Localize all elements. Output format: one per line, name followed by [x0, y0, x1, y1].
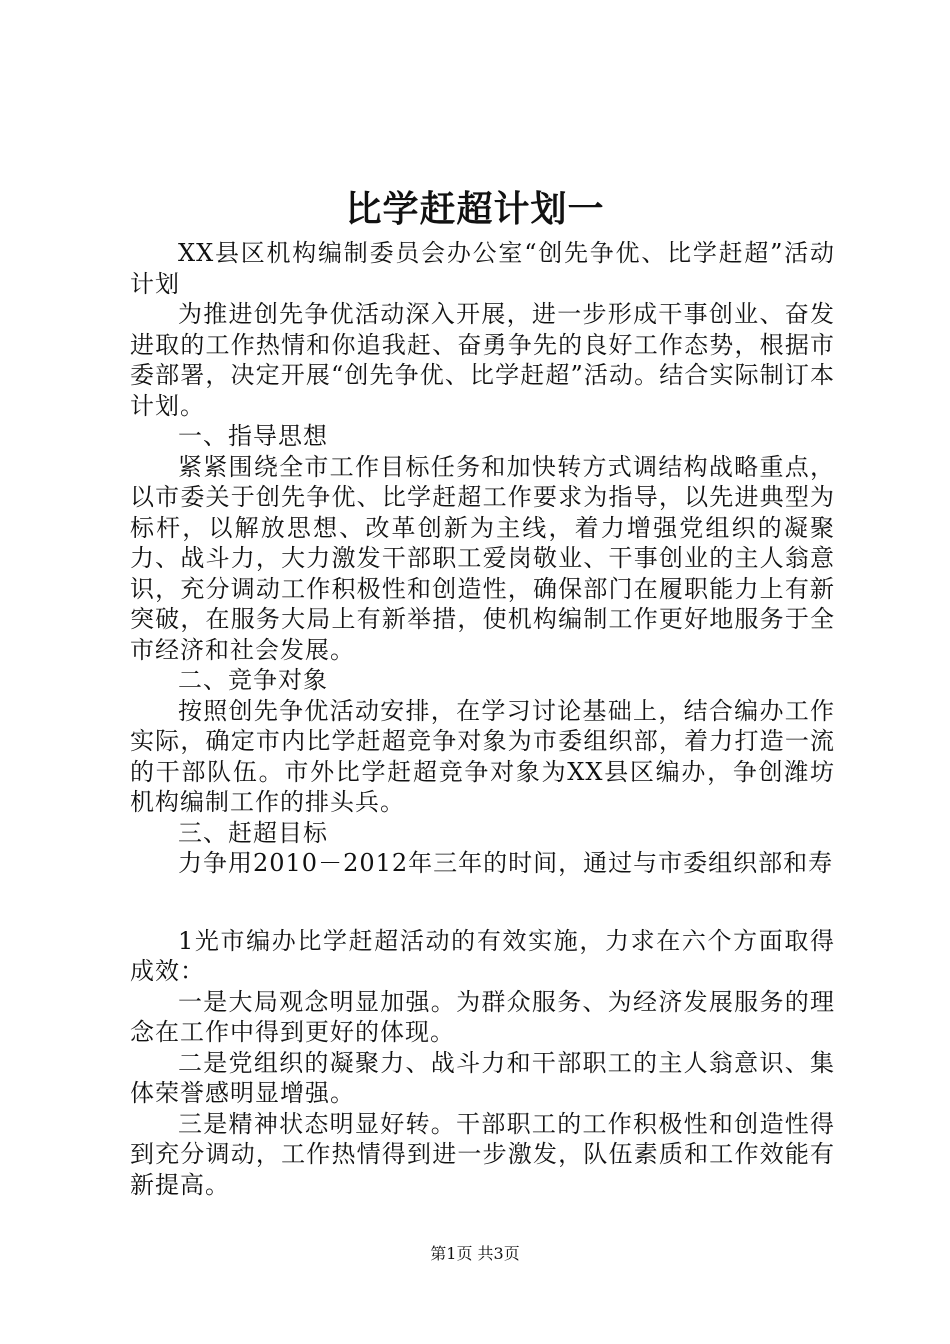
section-heading-2: 二、竞争对象 [178, 666, 328, 694]
document-title: 比学赶超计划一 [345, 188, 605, 230]
section-heading-3: 三、赶超目标 [178, 818, 328, 847]
paragraph-heading-line: XX县区机构编制委员会办公室“创先争优、比学赶超”活动计划 [130, 239, 835, 298]
paragraph-goal-start: 力争用2010－2012年三年的时间，通过与市委组织部和寿 [178, 849, 834, 877]
paragraph-guiding-thought: 紧紧围绕全市工作目标任务和加快转方式调结构战略重点，以市委关于创先争优、比学赶超工作要求为指导，以先进典型为标杆，以解放思想、改革创新为主线，着力增强党组织的凝聚力、战斗力，大力激发干部职工爱岗敬业、干事创业的主人翁意识，充分调动工作积极性和创造性，确保部门在履职能力上有新突破，在服务大局上有新举措，使机构编制工作更好地服务于全市经济和社会发展。 [130, 452, 835, 664]
list-item-goal-3: 三是精神状态明显好转。干部职工的工作积极性和创造性得到充分调动，工作热情得到进一步激发，队伍素质和工作效能有新提高。 [130, 1109, 835, 1199]
paragraph-competitors: 按照创先争优活动安排，在学习讨论基础上，结合编办工作实际，确定市内比学赶超竞争对象为市委组织部，着力打造一流的干部队伍。市外比学赶超竞争对象为XX县区编办，争创潍坊机构编制工作的排头兵。 [130, 696, 835, 816]
list-item-goal-2: 二是党组织的凝聚力、战斗力和干部职工的主人翁意识、集体荣誉感明显增强。 [130, 1048, 835, 1107]
page-number-footer: 第1页 共3页 [430, 1244, 520, 1263]
section-heading-1: 一、指导思想 [178, 422, 328, 450]
document-body [130, 238, 835, 1200]
page-break-gap [130, 879, 835, 926]
paragraph-intro: 为推进创先争优活动深入开展，进一步形成干事创业、奋发进取的工作热情和你追我赶、奋勇争先的良好工作态势，根据市委部署，决定开展“创先争优、比学赶超”活动。结合实际制订本计划。 [130, 300, 835, 420]
paragraph-goal-continued: 1光市编办比学赶超活动的有效实施，力求在六个方面取得成效： [130, 926, 835, 985]
list-item-goal-1: 一是大局观念明显加强。为群众服务、为经济发展服务的理念在工作中得到更好的体现。 [130, 987, 835, 1046]
